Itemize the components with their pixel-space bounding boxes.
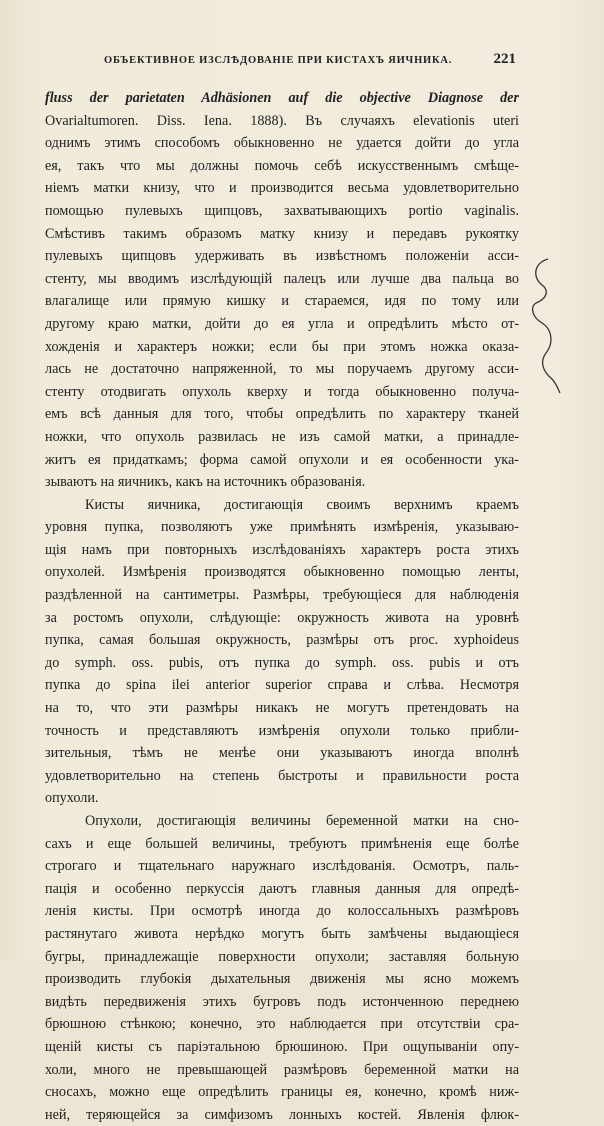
text-line: пацiя и особенно перкуссiя даютъ главныя данныя для опредѣ- [45, 880, 519, 897]
text-line: однимъ этимъ способомъ обыкновенно не удается дойти до угла [45, 135, 519, 152]
text-line: брюшною стѣнкою; конечно, это наблюдается при отсутствiи сра- [45, 1016, 519, 1033]
text-line: точность и представляютъ измѣренiя опухоли только прибли- [45, 722, 519, 739]
text-line: строгаго и тщательнаго наружнаго изслѣдованiя. Осмотръ, паль- [45, 858, 519, 875]
text-line: производить глубокiя дыхательныя движенiя мы ясно можемъ [45, 971, 519, 988]
text-line: хожденiя и характеръ ножки; если бы при этомъ ножка оказа- [45, 338, 519, 355]
text-line: растянутаго живота нерѣдко могутъ быть замѣчены выдающiеся [45, 925, 519, 942]
text-line: до symph. oss. pubis, отъ пупка до symph. oss. pubis и отъ [45, 654, 519, 671]
text-line: на то, что эти размѣры никакъ не могутъ претендовать на [45, 700, 519, 717]
text-line: сахъ и еще большей величины, требуютъ примѣненiя еще болѣе [45, 835, 519, 852]
text-line: житъ ея придаткамъ; форма самой опухоли и ея особенности ука- [45, 451, 519, 468]
text-line: удовлетворительно на степень быстроты и правильности роста [45, 767, 519, 784]
text-line: уровня пупка, позволяютъ уже примѣнять измѣренiя, указываю- [45, 519, 519, 536]
text-line: зительныя, тѣмъ не менѣе они указываютъ иногда вполнѣ [45, 745, 519, 762]
text-line: ленiя кисты. При осмотрѣ иногда до колоссальныхъ размѣровъ [45, 903, 519, 920]
page-header [104, 51, 516, 73]
text-line: холи, много не превышающей размѣровъ беременной матки на [45, 1061, 519, 1078]
text-line: нiемъ матки книзу, что и производится весьма удовлетворительно [45, 180, 519, 197]
text-line: видѣть передвиженiя этихъ бугровъ подъ истонченною переднею [45, 993, 519, 1010]
text-line: ножки, что опухоль развилась не изъ самой матки, а принадле- [45, 428, 519, 445]
body-text [45, 87, 519, 1126]
text-line: ней, теряющейся за симфизомъ лонныхъ костей. Явленiя флюк- [45, 1106, 519, 1123]
text-line: сносахъ, можно еще опредѣлить границы ея, конечно, кромѣ ниж- [45, 1084, 519, 1101]
text-line: бугры, принадлежащiе поверхности опухоли; заставляя больную [45, 948, 519, 965]
text-line: Ovarialtumoren. Diss. Iena. 1888). Въ случаяхъ elevationis uteri [45, 112, 519, 129]
text-line: Смѣстивъ такимъ образомъ матку книзу и передавъ рукоятку [45, 225, 519, 242]
text-line: емъ всѣ данныя для того, чтобы опредѣлить по характеру тканей [45, 406, 519, 423]
text-line: пулевыхъ щипцовъ удерживать въ извѣстномъ положенiи асси- [45, 248, 519, 265]
text-line: другому краю матки, дойти до ея угла и опредѣлить мѣсто от- [45, 315, 519, 332]
text-line: стенту отодвигать опухоль кверху и тогда обыкновенно получа- [45, 383, 519, 400]
text-line: лась не достаточно напряженной, то мы поручаемъ другому асси- [45, 361, 519, 378]
text-line: раздѣленной на сантиметры. Размѣры, требующiеся для наблюденiя [45, 587, 519, 604]
text-line: зываютъ на яичникъ, какъ на источникъ образованiя. [45, 474, 366, 491]
text-line: влагалище или прямую кишку и стараемся, идя по тому или [45, 293, 519, 310]
margin-bracket-mark [524, 255, 564, 395]
running-title: ОБЪЕКТИВНОЕ ИЗСЛѢДОВАНIЕ ПРИ КИСТАХЪ ЯИЧНИКА. [104, 55, 453, 66]
text-line: за ростомъ опухоли, слѣдующiе: окружность живота на уровнѣ [45, 609, 519, 626]
text-line: пупка, самая большая окружность, размѣры отъ proc. xyphoideus [45, 632, 519, 649]
text-line: опухолей. Измѣренiя производятся обыкновенно помощью ленты, [45, 564, 519, 581]
text-line: щенiй кисты съ парiэтальною брюшиною. При ощупыванiи опу- [45, 1038, 519, 1055]
text-line: опухоли. [45, 790, 99, 807]
text-line: пупка до spina ilei anterior superior справа и слѣва. Несмотря [45, 677, 519, 694]
text-line: fluss der parietaten Adhäsionen auf die objective Diagnose der [45, 90, 519, 106]
text-line: помощью пулевыхъ щипцовъ, захватывающихъ portio vaginalis. [45, 202, 519, 219]
text-line: стенту, мы вводимъ изслѣдующiй палецъ или лучше два пальца во [45, 270, 519, 287]
text-line: щiя намъ при повторныхъ изслѣдованiяхъ характеръ роста этихъ [45, 541, 519, 558]
text-line: ея, такъ что мы должны помочь себѣ искусственнымъ смѣще- [45, 157, 519, 174]
text-line: Опухоли, достигающiя величины беременной матки на сно- [85, 813, 519, 829]
page-number: 221 [493, 51, 516, 67]
text-line: Кисты яичника, достигающiя своимъ верхнимъ краемъ [85, 496, 519, 513]
